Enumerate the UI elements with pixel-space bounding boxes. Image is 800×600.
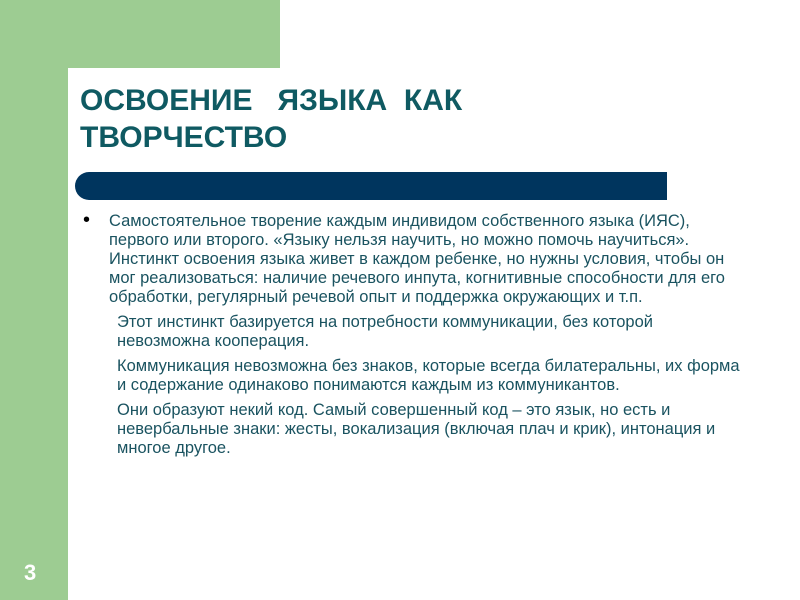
paragraph-main: Самостоятельное творение каждым индивидом собственного языка (ИЯС), первого или второго. «Языку нельзя научить, но можно помочь научиться». Инстинкт освоения языка живет в каждом ребенке, но нужны условия, чтобы он мог реализоваться: наличие речевого инпута, когнитивные способности для его обработки, регулярный речевой опыт и поддержка окружающих и т.п. bbox=[109, 212, 725, 306]
bullet-dot: • bbox=[83, 209, 91, 231]
paragraph-code: Они образуют некий код. Самый совершенный код – это язык, но есть и невербальные знаки: жесты, вокализация (включая плач и крик), интонация и многое другое. bbox=[117, 401, 716, 457]
left-decor-stripe bbox=[0, 0, 68, 600]
slide-number: 3 bbox=[24, 560, 37, 585]
top-decor-block bbox=[0, 0, 280, 68]
slide-body bbox=[109, 212, 749, 464]
paragraph-instinct: Этот инстинкт базируется на потребности коммуникации, без которой невозможна кооперация. bbox=[117, 313, 653, 350]
title-line-2: ТВОРЧЕСТВО bbox=[80, 121, 288, 154]
slide-title bbox=[80, 82, 680, 156]
title-line-1: ОСВОЕНИЕ ЯЗЫКА КАК bbox=[80, 84, 463, 117]
title-underline-bar bbox=[75, 172, 667, 200]
paragraph-signs: Коммуникация невозможна без знаков, которые всегда билатеральны, их форма и содержание одинаково понимаются каждым из коммуникантов. bbox=[117, 357, 740, 394]
